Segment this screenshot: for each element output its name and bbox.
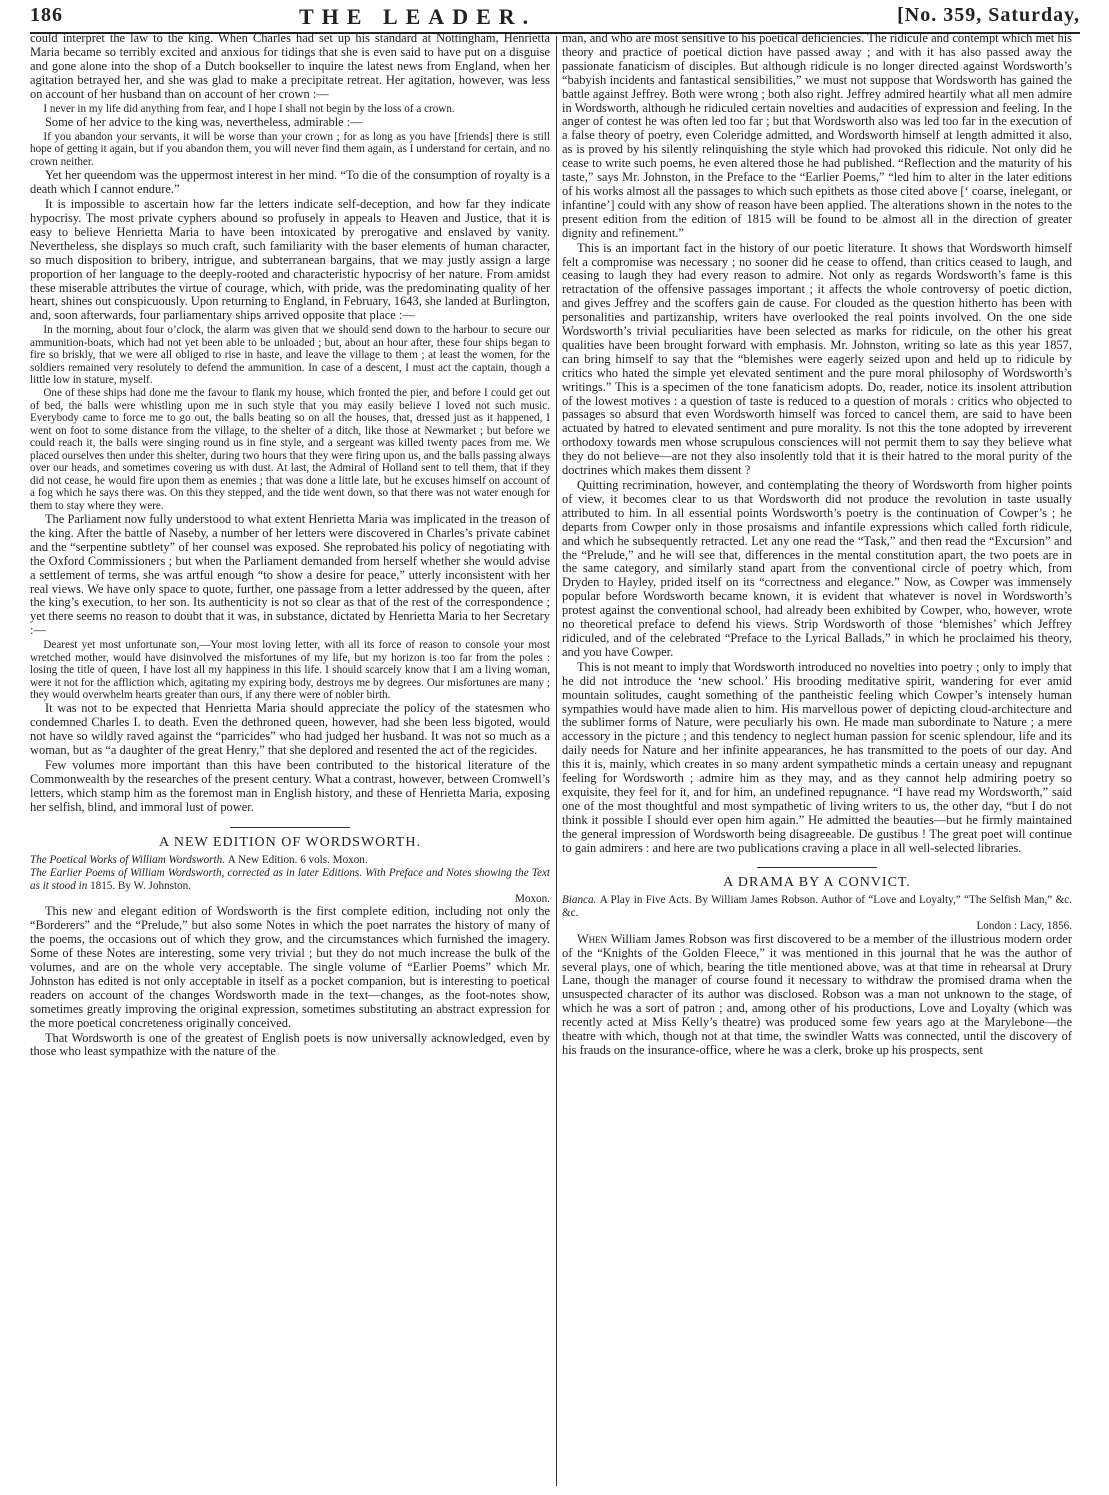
issue-number: [No. 359, Saturday, [897,4,1080,26]
book-detail: A Play in Five Acts. By William James Robson. Author of “Love and Loyalty,” “The Selfish Man,” &c. &c. [562,894,1072,919]
book-detail: A New Edition. 6 vols. Moxon. [227,853,368,866]
book-detail: 1815. By W. Johnston. [90,879,191,892]
publisher: Moxon. [515,892,550,905]
paragraph: Some of her advice to the king was, nevertheless, admirable :— [44,114,363,129]
paragraph: Yet her queendom was the uppermost interest in her mind. “To die of the consumption of royalty is a death which I cannot endure.” [30,168,550,197]
left-column [30,32,550,1060]
column-divider [556,36,557,1486]
section-rule [757,867,877,868]
book-title: The Earlier Poems of William Wordsworth, corrected as in later Editions. With Preface and Notes showing the Text as it stood in [30,867,550,892]
paragraph: Few volumes more important than this have been contributed to the historical literature of the Commonwealth by the researches of the present century. What a contrast, however, between Cromwell’s letters, which stamp him as the foremost man in English history, and these of Henrietta Maria, exposing her selfish, blind, and immoral lust of power. [30,758,550,814]
paragraph: That Wordsworth is one of the greatest of English poets is now universally acknowledged, even by those who least sympathize with the nature of the [30,1030,550,1059]
paragraph: Quitting recrimination, however, and contemplating the theory of Wordsworth from higher points of view, it becomes clear to us that Wordsworth did not produce the revolution in taste usually attributed to him. In all essential points Wordsworth’s poetry is the continuation of Cowper’s ; he departs from Cowper only in those prosaisms and infantile expressions which called forth ridicule, and which he subsequently retracted. Let any one read the “Task,” and then read the “Excursion” and the “Prelude,” and he will see that, differences in the mental constitution apart, the two poets are in the same category, and similarly stand apart from the conventional circle of poetry which, from Dryden to Hayley, prided itself on its “correctness and elegance.” Now, as Cowper was immensely popular before Wordsworth became known, it is evident that whatever is novel in Wordsworth’s protest against the conventional school, had already been exhibited by Cowper, who, however, wrote no theoretical preface to defend his views. Strip Wordsworth of those ‘blemishes’ which Jeffrey ridiculed, and of the celebrated “Preface to the Lyrical Ballads,” in which he proclaimed his theory, and you have Cowper. [562,478,1072,659]
book-title: Bianca. [562,894,597,907]
book-title: The Poetical Works of William Wordsworth. [30,853,225,866]
paragraph: It was not to be expected that Henrietta Maria should appreciate the policy of the statesmen who condemned Charles I. to death. Even the dethroned queen, however, had she been less bigoted, would not have so wildly raved against the “parricides” who had judged her husband. It was not so much as a woman, but as “a daughter of the great Henry,” that she deplored and resented the act of the regicides. [30,701,550,758]
quote: One of these ships had done me the favour to flank my house, which fronted the pier, and before I could get out of bed, the balls were whistling upon me in such style that you may easily believe I loved not such music. Everybody came to force me to go out, the balls beating so on all the houses, that, dressed just as it happened, I went on foot to some distance from the village, to the shelter of a ditch, like those at Newmarket ; but before we could reach it, the balls were singing round us in fine style, and a sergeant was killed twenty paces from me. We placed ourselves then under this shelter, during two hours that they were firing upon us, and the balls passing always over our heads, and sometimes covering us with dust. At last, the Admiral of Holland sent to tell them, that if they did not cease, he would fire upon them as enemies ; that was done a little late, but he excuses himself on account of a fog which he says there was. On this they stepped, and the tide went down, so that there was not water enough for them to stay where they were. [30,387,550,512]
paragraph: could interpret the law to the king. When Charles had set up his standard at Nottingham, Henrietta Maria became so terribly excited and anxious for tidings that she is even said to have put on a disguise and gone alone into the shop of a Dutch bookseller to inquire the latest news from England, when her agitation betrayed her, and she was glad to make a precipitate retreat. Her agitation, however, was less on account of her husband than on account of her crown :— [30,31,550,101]
quote: In the morning, about four o’clock, the alarm was given that we should send down to the harbour to secure our ammunition-boats, which had not yet been able to be unloaded ; but, about an hour after, these four ships began to fire so briskly, that we were all obliged to rise in haste, and leave the village to them ; at least the women, for the soldiers remained very resolutely to defend the ammunition. In case of a descent, I must act the captain, though a little low in stature, myself. [30,324,550,387]
lead-word: When [576,931,608,946]
paragraph [562,933,1072,1058]
section-title-drama: A DRAMA BY A CONVICT. [723,875,911,891]
book-citation [30,867,550,892]
newspaper-title: THE LEADER. [299,4,537,29]
paragraph-text: William James Robson was first discovered to be a member of the illustrious modern order of the “Knights of the Golden Fleece,” it was mentioned in this journal that he was the author of several plays, one of which, bearing the title mentioned above, was at that time in rehearsal at Drury Lane, though the manager of course found it necessary to withdraw the promised drama when the unsuspected character of its author was disclosed. Robson was a man not unknown to the stage, of which he was a sort of patron ; and, among other of his productions, Love and Loyalty (which was recently acted at Miss Kelly’s theatre) was produced some few years ago at the Marylebone—the theatre with which, though not at that time, the swindler Watts was connected, until the discovery of his frauds on the insurance-office, where he was a clerk, broke up his prospects, sent [562,931,1072,1057]
book-citation [30,854,550,866]
paragraph: It is impossible to ascertain how far the letters indicate self-deception, and how far they indicate hypocrisy. The most private cyphers abound so profusely in appeals to Heaven and Justice, that it is easy to believe Henrietta Maria to have been intoxicated by prerogative and enslaved by vanity. Nevertheless, she displays so much craft, such familiarity with the baser elements of human character, so much disposition to bribery, intrigue, and subterranean bargains, that we may justly assign a large proportion of her language to the deeply-rooted and characteristic hypocrisy of her nature. From amidst these miserable attributes the virtue of courage, which, with pride, was the predominating quality of her heart, shines out conspicuously. Upon returning to England, in February, 1643, she landed at Burlington, and, soon afterwards, four parliamentary ships arrived opposite that place :— [30,197,550,323]
paragraph: The Parliament now fully understood to what extent Henrietta Maria was implicated in the treason of the king. After the battle of Naseby, a number of her letters were discovered in Charles’s private cabinet and the “serpentine subtlety” of her counsel was exposed. She reprobated his policy of negotiating with the Oxford Commissioners ; but when the Parliament demanded from herself whether she would advise a settlement of terms, she was artful enough “to show a desire for peace,” utterly inconsistent with her real views. We have only space to quote, further, one passage from a letter addressed by the queen, after the king’s execution, to her son. Its authenticity is not so clear as that of the rest of the correspondence ; yet there seems no reason to doubt that it was, in substance, dictated by Henrietta Maria to her Secretary :— [30,512,550,638]
right-column [562,32,1072,1059]
publisher: London : Lacy, 1856. [976,920,1072,933]
paragraph: This is an important fact in the history of our poetic literature. It shows that Wordsworth himself felt a compromise was necessary ; no sooner did he cease to offend, than critics ceased to laugh, and ceasing to laugh they had every reason to admire. Not only as regards Wordsworth’s fame is this retractation of the offensive passages important ; it affects the whole controversy of poetic diction, and gives Jeffrey and the scoffers gain de cause. For clouded as the question hitherto has been with personalities and partizanship, writers have overlooked the real points involved. On the one side Wordsworth’s trivial peculiarities have been selected as marks for ridicule, on the other his great qualities have been brought forward with emphasis. Mr. Johnston, writing so late as this year 1857, can bring himself to say that the “blemishes were eagerly seized upon and held up to ridicule by critics who hated the simple yet elevated sentiment and the pure moral philosophy of Wordsworth’s writings.” This is a specimen of the tone fanaticism adopts. Do, reader, notice its insolent attribution of the lowest motives : a question of taste is reduced to a question of morals : critics who objected to passages so absurd that even Wordsworth himself was forced to cancel them, are said to have been actuated by hatred to elevated sentiment and pure morality. Is not this the tone adopted by irreverent orthodoxy towards men whose scrupulous consciences will not permit them to say they believe what they do not believe—are not they also insolently told that it is their hatred to the moral purity of the doctrines which makes them dissent ? [562,240,1072,478]
section-rule [230,827,350,828]
book-citation [562,894,1072,919]
quote: I never in my life did anything from fear, and I hope I shall not begin by the loss of a crown. [43,102,455,115]
paragraph: man, and who are most sensitive to his poetical deficiencies. The ridicule and contempt which met his theory and practice of poetical diction have passed away ; and with it has also passed away the passionate fanaticism of disciples. But although ridicule is no longer directed against Wordsworth’s “babyish incidents and fantastical sensibilities,” we must not suppose that Wordsworth has gained the battle against Jeffrey. Both were wrong ; both also right. Jeffrey admired heartily what all men admire in Wordsworth, although he ridiculed certain novelties and audacities of expression and feeling. In the anger of contest he was often led too far ; but that Wordsworth also was led too far in the execution of a false theory of poetry, even Coleridge admitted, and Wordsworth himself at length admitted it also, as is proved by his silently relinquishing the style which had provoked this ridicule. Not only did he cease to write such poems, he even altered those he had published. “Reflection and the maturity of his taste,” says Mr. Johnston, in the Preface to the “Earlier Poems,” “led him to alter in the later editions of his works almost all the passages to which such epithets as those cited above [‘ coarse, inelegant, or infantine’] could with any show of reason have been applied. The alterations shown in the notes to the present edition from the edition of 1815 will be found to be almost all in the direction of greater dignity and refinement.” [562,31,1072,240]
page-header [30,2,1080,34]
quote: If you abandon your servants, it will be worse than your crown ; for as long as you have [friends] there is still hope of getting it again, but if you abandon them, you will never find them again, as I understand for certain, and no crown neither. [30,130,550,168]
page-number: 186 [30,4,63,26]
paragraph: This new and elegant edition of Wordsworth is the first complete edition, including not only the “Borderers” and the “Prelude,” but also some Notes in which the poet narrates the history of many of the poems, the occasions out of which they grow, and the circumstances which furnished the imagery. Some of these Notes are interesting, some very trivial ; but they do not much increase the bulk of the volumes, and are on the whole very acceptable. The single volume of “Earlier Poems” which Mr. Johnston has edited is not only acceptable in itself as a pocket companion, but is interesting to poetical readers on account of the changes Wordsworth made in the text—changes, as the foot-notes show, sometimes greatly improving the original expression, sometimes substituting an abstract expression for the more poetical concreteness originally conceived. [30,904,550,1030]
quote: Dearest yet most unfortunate son,—Your most loving letter, with all its force of reason to console your most wretched mother, would have disinvolved the misfortunes of my life, but my horizon is too far from the poles : losing the title of queen, I have lost all my happiness in this life. I should scarcely know that I am a living woman, were it not for the affliction which, agitating my expiring body, destroys me by degrees. Our misfortunes are many ; they would overwhelm hearts greater than ours, if any there were of nobler birth. [30,639,550,701]
section-title-wordsworth: A NEW EDITION OF WORDSWORTH. [159,834,421,850]
paragraph: This is not meant to imply that Wordsworth introduced no novelties into poetry ; only to imply that he did not introduce the ‘new school.’ His brooding meditative spirit, wandering for ever amid mountain solitudes, caught something of the pantheistic feeling which Cowper’s intensely human sympathies would have made alien to him. His marvellous power of depicting cloud-architecture and the sublimer forms of Nature, were peculiarly his own. He made man subordinate to Nature ; a mere accessory in the picture ; and this tendency to neglect human passion for scenic splendour, life and its daily needs for Nature and her infinite appearances, he has transmitted to the poets of our day. And this it is, mainly, which creates in so many ardent sympathetic minds a certain uneasy and repugnant feeling for Wordsworth ; admire him as they may, and as they cannot help admiring poetry so exquisite, they feel for it, and for him, an undefined repugnance. “I have read my Wordsworth,” said one of the most thoughtful and most sympathetic of living writers to us, the other day, “but I do not think it possible I should ever open him again.” He admitted the beauties—but he firmly maintained the general impression of Wordsworth being disagreeable. De gustibus ! The great poet will continue to gain admirers : and here are two publications craving a place in all well-selected libraries. [562,659,1072,855]
